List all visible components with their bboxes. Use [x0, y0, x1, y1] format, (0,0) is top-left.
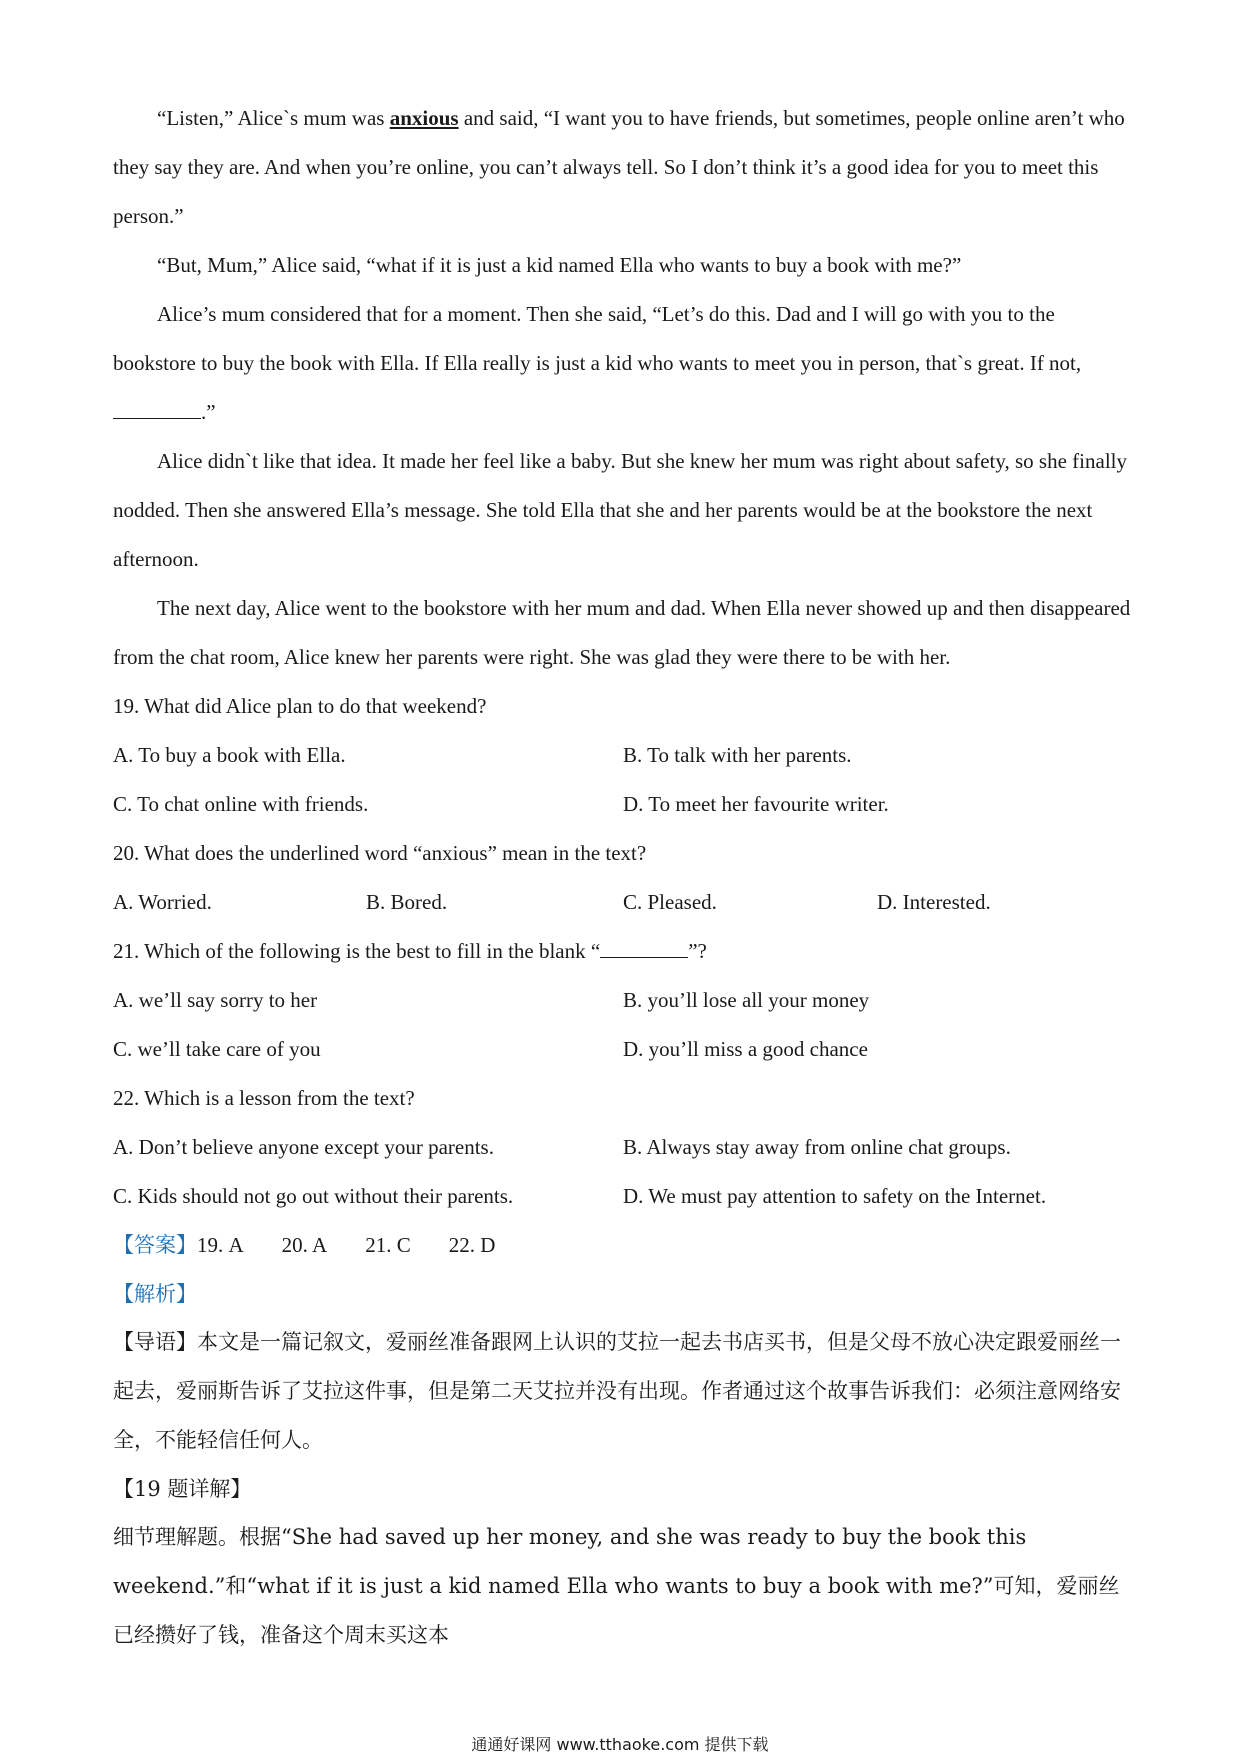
question-19-stem: 19. What did Alice plan to do that weekend?: [113, 694, 487, 718]
passage-text: “Listen,” Alice`s mum was: [157, 106, 390, 130]
underlined-word-anxious: anxious: [389, 106, 459, 130]
question-20-option-b: B. Bored.: [366, 890, 448, 914]
question-19-option-d: D. To meet her favourite writer.: [623, 792, 889, 816]
question-22-option-d: D. We must pay attention to safety on the Internet.: [623, 1184, 1047, 1208]
page-footer: 通通好课网 www.tthaoke.com 提供下载: [471, 1735, 769, 1754]
question-21-option-a: A. we’ll say sorry to her: [113, 988, 318, 1012]
question-21-option-b: B. you’ll lose all your money: [623, 988, 870, 1012]
question-19-option-a: A. To buy a book with Ella.: [113, 743, 346, 767]
question-20-option-d: D. Interested.: [877, 890, 991, 914]
answer-line: [113, 1232, 495, 1258]
question-19-option-b: B. To talk with her parents.: [623, 743, 852, 767]
passage-text: and said, “I want you to have friends, but sometimes, people online aren’t who they say they are. And when you’re online, you can’t always tell. So I don’t think it’s a good idea for you to meet this person.”: [113, 106, 1125, 228]
question-22-option-b: B. Always stay away from online chat groups.: [623, 1135, 1011, 1159]
q19-detail-label: 【19 题详解】: [113, 1477, 252, 1501]
analysis-label: 【解析】: [113, 1282, 197, 1306]
analysis-intro: [113, 1318, 1133, 1465]
fill-blank: [113, 400, 201, 419]
question-22-option-c: C. Kids should not go out without their parents.: [113, 1184, 514, 1208]
passage-paragraph-1: [113, 94, 1133, 241]
question-21-option-c: C. we’ll take care of you: [113, 1037, 321, 1061]
q19-detail-text: 细节理解题。根据“She had saved up her money, and she was ready to buy the book this weekend.”和“what if it is just a kid named Ella who wants to buy a book with me?”可知，爱丽丝已经攒好了钱，准备这个周末买这本: [113, 1525, 1120, 1647]
question-22-stem: 22. Which is a lesson from the text?: [113, 1086, 415, 1110]
fill-blank: [600, 939, 688, 958]
question-text: 21. Which of the following is the best to fill in the blank “: [113, 939, 601, 963]
question-20-option-c: C. Pleased.: [623, 890, 717, 914]
intro-text: 本文是一篇记叙文，爱丽丝准备跟网上认识的艾拉一起去书店买书，但是父母不放心决定跟爱丽丝一起去，爱丽斯告诉了艾拉这件事，但是第二天艾拉并没有出现。作者通过这个故事告诉我们：必须注意网络安全，不能轻信任何人。: [113, 1330, 1121, 1452]
intro-label: 【导语】: [113, 1330, 197, 1354]
answer-20: 20. A: [281, 1233, 328, 1257]
question-22-option-a: A. Don’t believe anyone except your parents.: [113, 1135, 494, 1159]
question-19-option-c: C. To chat online with friends.: [113, 792, 369, 816]
answer-21: 21. C: [365, 1233, 411, 1257]
question-text: ”?: [688, 939, 707, 963]
question-20-option-a: A. Worried.: [113, 890, 212, 914]
passage-paragraph-5: The next day, Alice went to the bookstore with her mum and dad. When Ella never showed up and then disappeared from the chat room, Alice knew her parents were right. She was glad they were there to be with her.: [113, 596, 1131, 669]
question-21-option-d: D. you’ll miss a good chance: [623, 1037, 868, 1061]
answer-label: 【答案】: [113, 1233, 197, 1257]
answer-19: 19. A: [197, 1233, 244, 1257]
passage-text: Alice’s mum considered that for a moment. Then she said, “Let’s do this. Dad and I will go with you to the bookstore to buy the book with Ella. If Ella really is just a kid who wants to meet you in person, that`s great. If not,: [113, 302, 1082, 375]
question-20-stem: 20. What does the underlined word “anxious” mean in the text?: [113, 841, 647, 865]
answer-22: 22. D: [448, 1233, 496, 1257]
passage-paragraph-3: [113, 290, 1133, 437]
passage-paragraph-4: Alice didn`t like that idea. It made her feel like a baby. But she knew her mum was right about safety, so she finally nodded. Then she answered Ella’s message. She told Ella that she and her parents would be at the bookstore the next afternoon.: [113, 449, 1127, 571]
passage-paragraph-2: “But, Mum,” Alice said, “what if it is just a kid named Ella who wants to buy a book with me?”: [157, 253, 962, 277]
question-21-stem: [113, 938, 707, 964]
passage-text: .”: [201, 400, 216, 424]
